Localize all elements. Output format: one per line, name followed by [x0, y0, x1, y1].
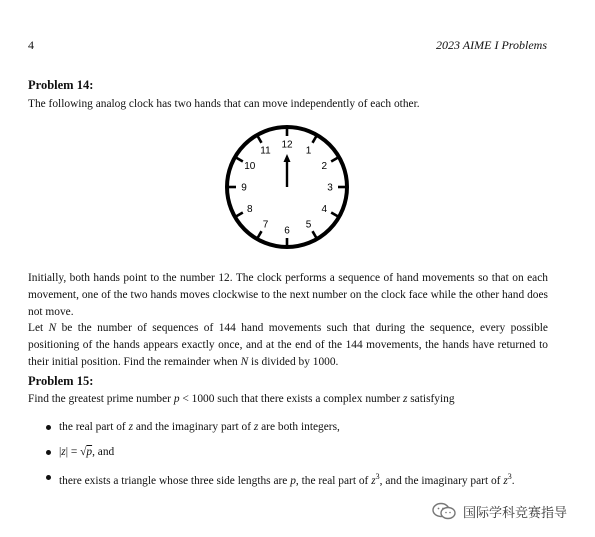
bullet-icon	[46, 475, 51, 480]
clock-number: 2	[321, 161, 328, 172]
clock-tick	[331, 158, 338, 162]
clock-number: 6	[284, 225, 290, 237]
clock-tick	[313, 136, 317, 143]
clock-tick	[313, 231, 317, 238]
clock-number: 1	[305, 145, 312, 157]
condition-text: |z| = √p, and	[59, 446, 115, 458]
clock-number: 7	[262, 219, 269, 231]
clock-tick	[236, 213, 243, 217]
condition-item	[46, 444, 566, 460]
bullet-icon	[46, 425, 51, 430]
clock-number: 11	[260, 145, 271, 157]
running-title: 2023 AIME I Problems	[436, 38, 547, 52]
clock-number: 3	[327, 182, 333, 194]
clock-number: 12	[281, 139, 293, 151]
condition-item	[46, 419, 566, 435]
clock-hand-arrowhead	[284, 154, 291, 162]
clock-number: 8	[246, 204, 253, 215]
clock-tick	[331, 213, 338, 217]
condition-text: there exists a triangle whose three side lengths are p, the real part of $z^3$, and the imaginary part of $z^3$.	[59, 472, 515, 487]
condition-text: the real part of z and the imaginary part of z are both integers,	[59, 421, 340, 433]
clock-tick	[236, 158, 243, 162]
problem-15-conditions	[46, 419, 566, 485]
problem-14-intro: The following analog clock has two hands that can move independently of each other.	[28, 98, 420, 110]
clock-tick	[258, 136, 262, 143]
clock-tick	[258, 231, 262, 238]
problem-14-heading: Problem 14:	[28, 78, 94, 92]
clock-number: 10	[244, 161, 256, 172]
bullet-icon	[46, 450, 51, 455]
page-number: 4	[28, 38, 34, 52]
condition-item	[46, 469, 566, 485]
watermark-text: 国际学科竞赛指导	[463, 505, 568, 521]
problem-14-paragraph-1: Initially, both hands point to the number 12. The clock performs a sequence of hand movements so that on each movement, one of the two hands moves clockwise to the next number on the clock face while the other hand does not move.	[28, 272, 548, 318]
problem-15-heading: Problem 15:	[28, 374, 94, 388]
wechat-icon	[431, 502, 457, 520]
clock-figure	[221, 124, 353, 250]
watermark	[431, 500, 591, 522]
problem-15-intro: Find the greatest prime number p < 1000 such that there exists a complex number z satisfying	[28, 393, 455, 405]
clock-number: 5	[305, 219, 312, 231]
problem-14-paragraph-2: Let N be the number of sequences of 144 hand movements such that during the sequence, every possible positioning of the hands appears exactly once, and at the end of the 144 movements, the hands have returned to their initial position. Find the remainder when N is divided by 1000.	[28, 322, 548, 368]
clock-number: 4	[321, 204, 328, 215]
clock-number: 9	[241, 182, 247, 194]
clock-numbers	[241, 140, 333, 237]
